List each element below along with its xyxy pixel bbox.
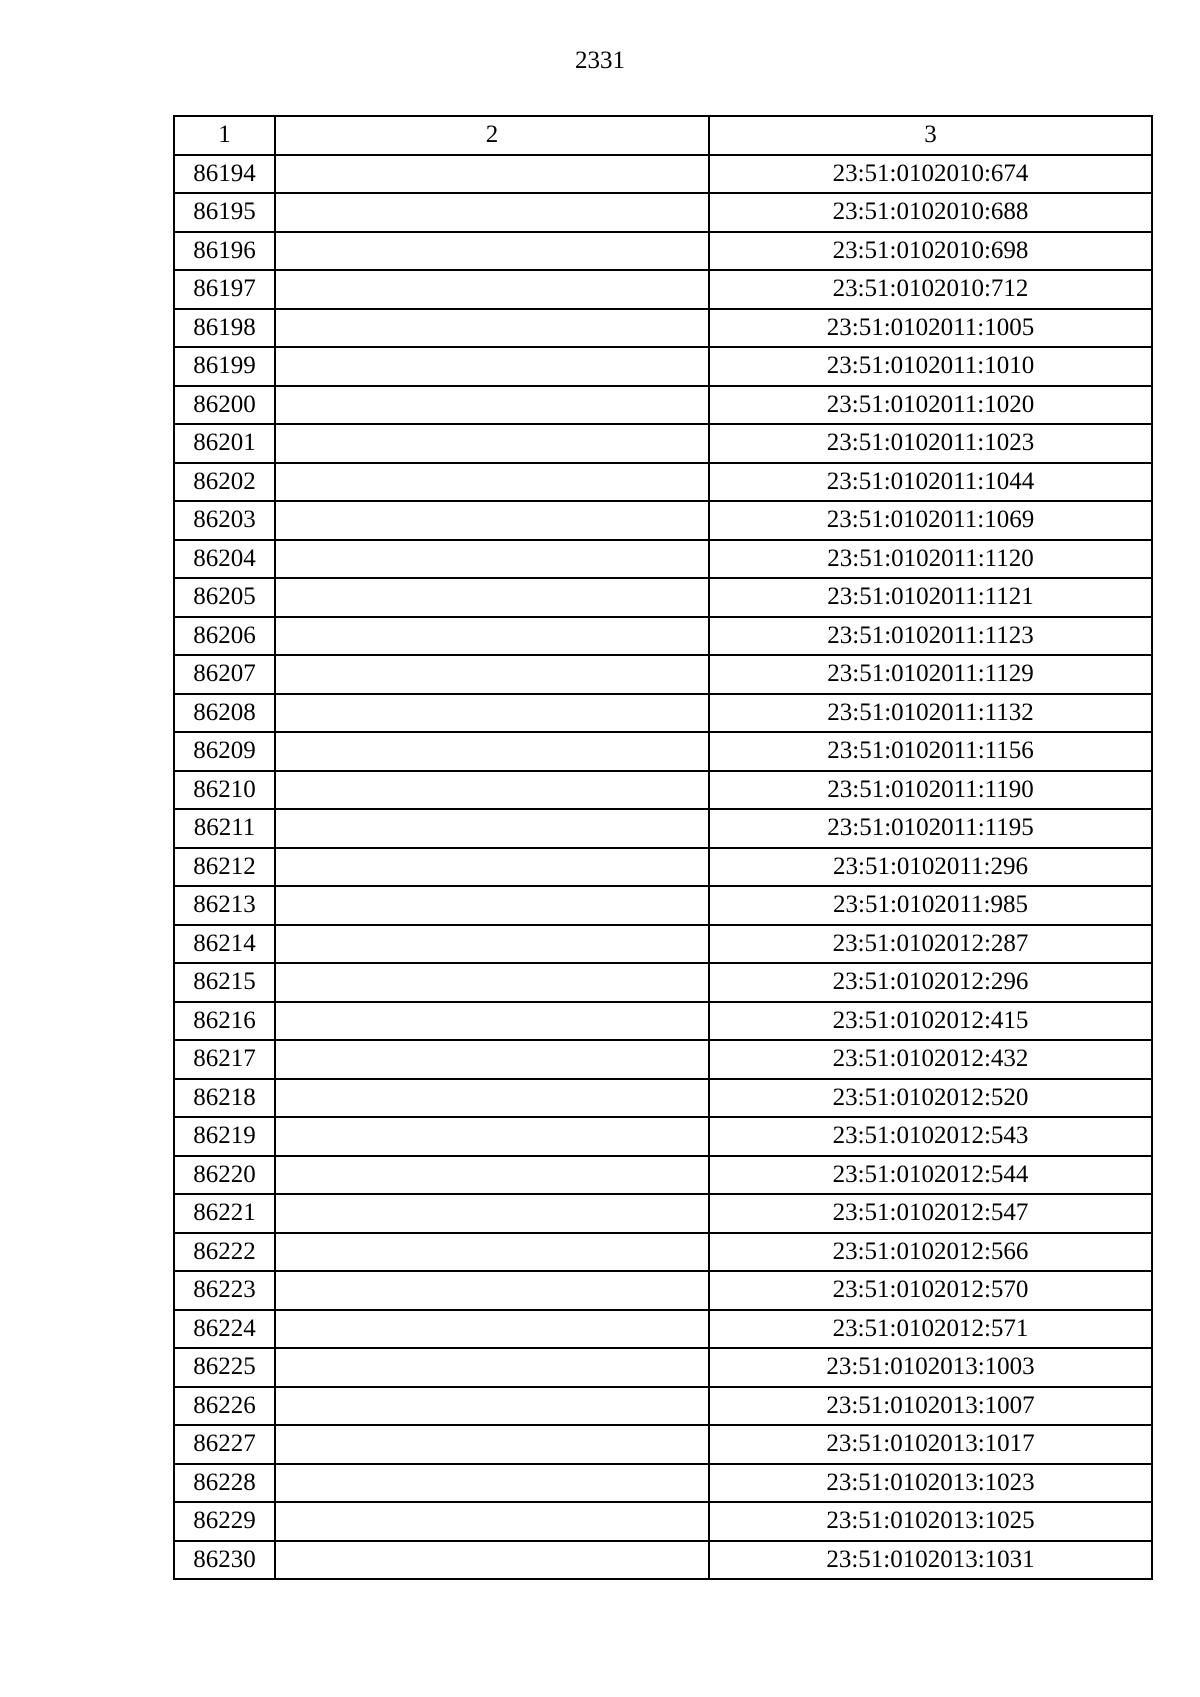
- description-cell: [275, 232, 709, 271]
- cadastral-number-cell: 23:51:0102011:1121: [709, 578, 1152, 617]
- description-cell: [275, 848, 709, 887]
- row-number-cell: 86226: [174, 1387, 275, 1426]
- cadastral-number-cell: 23:51:0102011:1069: [709, 501, 1152, 540]
- table-row: [174, 1156, 1152, 1195]
- table-row: [174, 309, 1152, 348]
- description-cell: [275, 1541, 709, 1580]
- table-row: [174, 1002, 1152, 1041]
- row-number-cell: 86227: [174, 1425, 275, 1464]
- description-cell: [275, 347, 709, 386]
- row-number-cell: 86202: [174, 463, 275, 502]
- cadastral-number-cell: 23:51:0102012:547: [709, 1194, 1152, 1233]
- cadastral-number-cell: 23:51:0102012:570: [709, 1271, 1152, 1310]
- description-cell: [275, 1425, 709, 1464]
- row-number-cell: 86229: [174, 1502, 275, 1541]
- row-number-cell: 86201: [174, 424, 275, 463]
- cadastral-number-cell: 23:51:0102013:1003: [709, 1348, 1152, 1387]
- description-cell: [275, 1310, 709, 1349]
- description-cell: [275, 424, 709, 463]
- description-cell: [275, 655, 709, 694]
- row-number-cell: 86195: [174, 193, 275, 232]
- table-row: [174, 963, 1152, 1002]
- description-cell: [275, 732, 709, 771]
- table-row: [174, 1117, 1152, 1156]
- table-row: [174, 386, 1152, 425]
- header-cell-3: 3: [709, 116, 1152, 155]
- table-row: [174, 1079, 1152, 1118]
- cadastral-number-cell: 23:51:0102011:1123: [709, 617, 1152, 656]
- row-number-cell: 86199: [174, 347, 275, 386]
- page-number: 2331: [575, 47, 625, 74]
- row-number-cell: 86222: [174, 1233, 275, 1272]
- row-number-cell: 86225: [174, 1348, 275, 1387]
- row-number-cell: 86205: [174, 578, 275, 617]
- cadastral-number-cell: 23:51:0102013:1023: [709, 1464, 1152, 1503]
- row-number-cell: 86228: [174, 1464, 275, 1503]
- table-row: [174, 1040, 1152, 1079]
- cadastral-number-cell: 23:51:0102013:1025: [709, 1502, 1152, 1541]
- cadastral-number-cell: 23:51:0102011:1044: [709, 463, 1152, 502]
- description-cell: [275, 617, 709, 656]
- cadastral-number-cell: 23:51:0102012:571: [709, 1310, 1152, 1349]
- table-row: [174, 694, 1152, 733]
- table-row: [174, 1425, 1152, 1464]
- table-row: [174, 1271, 1152, 1310]
- cadastral-number-cell: 23:51:0102013:1017: [709, 1425, 1152, 1464]
- description-cell: [275, 925, 709, 964]
- row-number-cell: 86219: [174, 1117, 275, 1156]
- table-row: [174, 1387, 1152, 1426]
- table-row: [174, 1233, 1152, 1272]
- description-cell: [275, 1387, 709, 1426]
- description-cell: [275, 771, 709, 810]
- description-cell: [275, 1002, 709, 1041]
- description-cell: [275, 463, 709, 502]
- row-number-cell: 86221: [174, 1194, 275, 1233]
- table-row: [174, 617, 1152, 656]
- description-cell: [275, 309, 709, 348]
- table-row: [174, 809, 1152, 848]
- table-row: [174, 886, 1152, 925]
- cadastral-number-cell: 23:51:0102010:698: [709, 232, 1152, 271]
- row-number-cell: 86204: [174, 540, 275, 579]
- table-row: [174, 1310, 1152, 1349]
- cadastral-number-cell: 23:51:0102012:415: [709, 1002, 1152, 1041]
- registry-table: [173, 115, 1153, 1580]
- row-number-cell: 86216: [174, 1002, 275, 1041]
- row-number-cell: 86213: [174, 886, 275, 925]
- cadastral-number-cell: 23:51:0102011:1129: [709, 655, 1152, 694]
- cadastral-number-cell: 23:51:0102011:1156: [709, 732, 1152, 771]
- row-number-cell: 86223: [174, 1271, 275, 1310]
- cadastral-number-cell: 23:51:0102012:543: [709, 1117, 1152, 1156]
- table-row: [174, 463, 1152, 502]
- table-row: [174, 1194, 1152, 1233]
- description-cell: [275, 1502, 709, 1541]
- cadastral-number-cell: 23:51:0102012:287: [709, 925, 1152, 964]
- row-number-cell: 86206: [174, 617, 275, 656]
- cadastral-number-cell: 23:51:0102012:432: [709, 1040, 1152, 1079]
- cadastral-number-cell: 23:51:0102013:1031: [709, 1541, 1152, 1580]
- cadastral-number-cell: 23:51:0102012:544: [709, 1156, 1152, 1195]
- cadastral-number-cell: 23:51:0102011:1020: [709, 386, 1152, 425]
- table-row: [174, 540, 1152, 579]
- cadastral-number-cell: 23:51:0102011:1190: [709, 771, 1152, 810]
- row-number-cell: 86214: [174, 925, 275, 964]
- description-cell: [275, 1156, 709, 1195]
- cadastral-number-cell: 23:51:0102011:1005: [709, 309, 1152, 348]
- table-row: [174, 424, 1152, 463]
- description-cell: [275, 1348, 709, 1387]
- cadastral-number-cell: 23:51:0102010:674: [709, 155, 1152, 194]
- description-cell: [275, 386, 709, 425]
- cadastral-number-cell: 23:51:0102011:1023: [709, 424, 1152, 463]
- description-cell: [275, 155, 709, 194]
- cadastral-number-cell: 23:51:0102010:712: [709, 270, 1152, 309]
- row-number-cell: 86209: [174, 732, 275, 771]
- row-number-cell: 86230: [174, 1541, 275, 1580]
- table-row: [174, 1541, 1152, 1580]
- table-row: [174, 655, 1152, 694]
- table-row: [174, 1348, 1152, 1387]
- description-cell: [275, 886, 709, 925]
- description-cell: [275, 1079, 709, 1118]
- row-number-cell: 86212: [174, 848, 275, 887]
- table-row: [174, 732, 1152, 771]
- table-row: [174, 771, 1152, 810]
- cadastral-number-cell: 23:51:0102011:296: [709, 848, 1152, 887]
- description-cell: [275, 1271, 709, 1310]
- description-cell: [275, 1040, 709, 1079]
- description-cell: [275, 1194, 709, 1233]
- description-cell: [275, 270, 709, 309]
- row-number-cell: 86196: [174, 232, 275, 271]
- row-number-cell: 86207: [174, 655, 275, 694]
- row-number-cell: 86203: [174, 501, 275, 540]
- cadastral-number-cell: 23:51:0102010:688: [709, 193, 1152, 232]
- table-row: [174, 1464, 1152, 1503]
- table-row: [174, 232, 1152, 271]
- description-cell: [275, 1233, 709, 1272]
- cadastral-number-cell: 23:51:0102011:1195: [709, 809, 1152, 848]
- cadastral-number-cell: 23:51:0102013:1007: [709, 1387, 1152, 1426]
- table-body: [174, 116, 1152, 1579]
- cadastral-number-cell: 23:51:0102012:566: [709, 1233, 1152, 1272]
- row-number-cell: 86197: [174, 270, 275, 309]
- table-row: [174, 270, 1152, 309]
- row-number-cell: 86211: [174, 809, 275, 848]
- row-number-cell: 86194: [174, 155, 275, 194]
- cadastral-number-cell: 23:51:0102011:1010: [709, 347, 1152, 386]
- description-cell: [275, 1117, 709, 1156]
- table-row: [174, 578, 1152, 617]
- row-number-cell: 86220: [174, 1156, 275, 1195]
- table-row: [174, 848, 1152, 887]
- description-cell: [275, 540, 709, 579]
- table-row: [174, 501, 1152, 540]
- description-cell: [275, 193, 709, 232]
- table-row: [174, 347, 1152, 386]
- row-number-cell: 86200: [174, 386, 275, 425]
- table-row: [174, 193, 1152, 232]
- table-row: [174, 1502, 1152, 1541]
- cadastral-number-cell: 23:51:0102011:1120: [709, 540, 1152, 579]
- row-number-cell: 86198: [174, 309, 275, 348]
- table-row: [174, 925, 1152, 964]
- description-cell: [275, 963, 709, 1002]
- table-row: [174, 155, 1152, 194]
- row-number-cell: 86218: [174, 1079, 275, 1118]
- description-cell: [275, 578, 709, 617]
- cadastral-number-cell: 23:51:0102011:985: [709, 886, 1152, 925]
- cadastral-number-cell: 23:51:0102012:520: [709, 1079, 1152, 1118]
- description-cell: [275, 1464, 709, 1503]
- row-number-cell: 86210: [174, 771, 275, 810]
- description-cell: [275, 501, 709, 540]
- cadastral-number-cell: 23:51:0102012:296: [709, 963, 1152, 1002]
- row-number-cell: 86217: [174, 1040, 275, 1079]
- description-cell: [275, 694, 709, 733]
- table-header-row: [174, 116, 1152, 155]
- description-cell: [275, 809, 709, 848]
- row-number-cell: 86215: [174, 963, 275, 1002]
- header-cell-1: 1: [174, 116, 275, 155]
- row-number-cell: 86208: [174, 694, 275, 733]
- header-cell-2: 2: [275, 116, 709, 155]
- row-number-cell: 86224: [174, 1310, 275, 1349]
- cadastral-number-cell: 23:51:0102011:1132: [709, 694, 1152, 733]
